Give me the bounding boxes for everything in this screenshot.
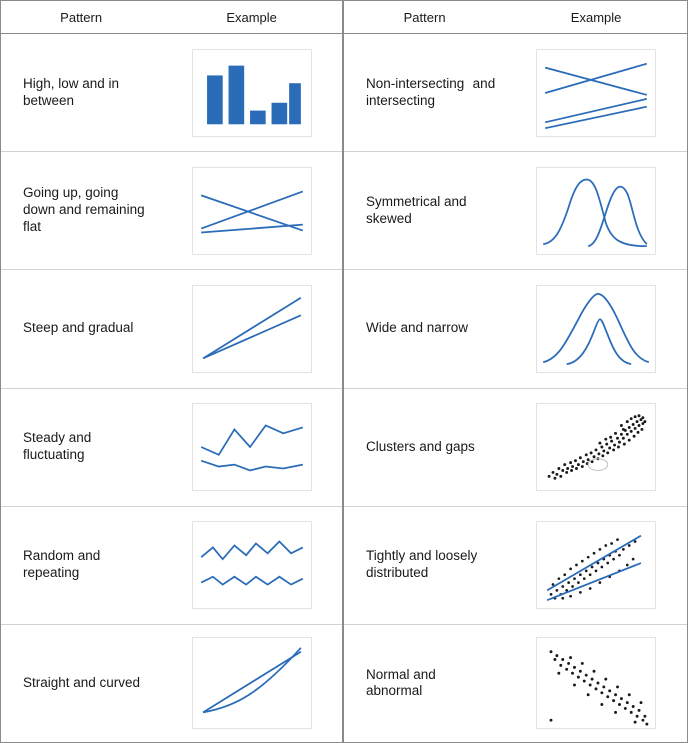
table-row (1, 270, 342, 388)
chart-curves-wide-narrow (536, 285, 656, 373)
chart-lines-nonintersecting-intersecting (536, 49, 656, 137)
right-body-rows (344, 34, 687, 742)
example-cell (505, 403, 687, 491)
pattern-label: Straight and curved (23, 675, 141, 690)
table-row (1, 507, 342, 625)
example-cell (161, 49, 342, 137)
table-row (344, 270, 687, 388)
example-cell (505, 49, 687, 137)
right-example-header: Example (570, 9, 622, 25)
table-row (344, 34, 687, 152)
pattern-label: Going up, going down and remaining flat (23, 185, 145, 235)
chart-lines-random-repeating (192, 521, 312, 609)
chart-bar-high-low-between (192, 49, 312, 137)
example-cell (161, 285, 342, 373)
pattern-label: Normal and abnormal (366, 666, 436, 699)
chart-lines-up-down-flat (192, 167, 312, 255)
right-header-row (344, 1, 687, 34)
example-cell (161, 637, 342, 729)
pattern-label (344, 76, 505, 110)
chart-lines-steep-gradual (192, 285, 312, 373)
table-row (1, 152, 342, 270)
chart-scatter-clusters-gaps (536, 403, 656, 491)
example-cell (161, 403, 342, 491)
example-cell (161, 167, 342, 255)
pattern-label: Wide and narrow (366, 320, 469, 336)
chart-curves-symmetrical-skewed (536, 167, 656, 255)
pattern-label: Steady and fluctuating (23, 430, 92, 463)
example-cell (505, 167, 687, 255)
pattern-label-text: Non-intersecting and intersecting (366, 75, 496, 108)
table-row (1, 34, 342, 152)
table-row (1, 389, 342, 507)
right-pattern-header: Pattern (403, 9, 446, 25)
chart-lines-straight-curved (192, 637, 312, 729)
table-row (344, 507, 687, 625)
pattern-label: Random and repeating (23, 548, 101, 581)
left-pattern-header: Pattern (60, 9, 103, 25)
pattern-label: Symmetrical and skewed (366, 193, 467, 226)
left-example-header: Example (226, 9, 277, 25)
chart-scatter-tight-loose (536, 521, 656, 609)
example-cell (505, 637, 687, 729)
example-cell (161, 521, 342, 609)
pattern-label: Clusters and gaps (366, 438, 475, 454)
pattern-label: High, low and in between (23, 75, 120, 108)
pattern-label: Tightly and loosely distributed (366, 548, 478, 581)
left-header-row (1, 1, 342, 34)
table-row (344, 625, 687, 742)
pattern-label: Steep and gradual (23, 320, 134, 336)
table-row (344, 152, 687, 270)
right-column-group (344, 1, 687, 742)
left-column-group (1, 1, 344, 742)
chart-lines-steady-fluctuating (192, 403, 312, 491)
chart-scatter-normal-abnormal (536, 637, 656, 729)
table-row (344, 389, 687, 507)
example-cell (505, 285, 687, 373)
left-body-rows (1, 34, 342, 742)
example-cell (505, 521, 687, 609)
table-row (1, 625, 342, 742)
